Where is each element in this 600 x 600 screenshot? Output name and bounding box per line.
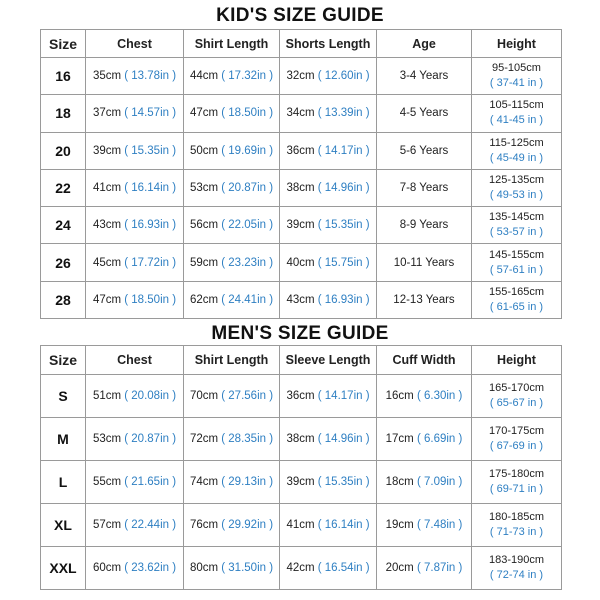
- height-cell: [472, 132, 562, 169]
- cm-value: 47cm: [189, 107, 219, 120]
- chest-cell: [86, 461, 184, 504]
- height-cm: 135-145cm: [488, 211, 545, 224]
- sleeve-length-cell: [280, 375, 377, 418]
- kids-header-size: Size: [41, 30, 86, 58]
- height-inch: ( 57-61 in ): [489, 263, 544, 276]
- shirt-length-cell: [184, 375, 280, 418]
- height-cm: 170-175cm: [488, 425, 545, 437]
- height-cell: [472, 375, 562, 418]
- height-cell: [472, 169, 562, 206]
- size-cell: M: [41, 418, 86, 461]
- cm-value: 20cm: [385, 562, 414, 574]
- inch-value: ( 15.35in ): [317, 219, 370, 232]
- shirt-length-cell: [184, 418, 280, 461]
- chest-cell: [86, 95, 184, 132]
- shirt-length-cell: [184, 132, 280, 169]
- cuff-width-cell: [377, 461, 472, 504]
- inch-value: ( 22.05in ): [221, 219, 274, 232]
- size-cell: S: [41, 375, 86, 418]
- kids-size-table: [40, 29, 562, 319]
- kids-header-row: [41, 30, 562, 58]
- cm-value: 60cm: [92, 562, 122, 574]
- shirt-length-cell: [184, 504, 280, 547]
- chest-cell: [86, 281, 184, 318]
- shirt-length-cell: [184, 58, 280, 95]
- sleeve-length-cell: [280, 418, 377, 461]
- inch-value: ( 24.41in ): [221, 293, 274, 306]
- inch-value: ( 7.48in ): [416, 519, 463, 531]
- inch-value: ( 14.96in ): [317, 181, 370, 194]
- table-row: [41, 547, 562, 590]
- mens-header-row: [41, 346, 562, 375]
- height-cell: [472, 418, 562, 461]
- chest-cell: [86, 375, 184, 418]
- inch-value: ( 21.65in ): [124, 476, 177, 488]
- cm-value: 53cm: [92, 433, 122, 445]
- height-cm: 125-135cm: [488, 173, 545, 186]
- cm-value: 36cm: [286, 390, 315, 402]
- chest-cell: [86, 418, 184, 461]
- mens-header-height: Height: [472, 346, 562, 375]
- shirt-length-cell: [184, 169, 280, 206]
- kids-header-shirt-length: Shirt Length: [184, 30, 280, 58]
- size-cell: 18: [41, 95, 86, 132]
- shorts-length-cell: [280, 169, 377, 206]
- height-cm: 180-185cm: [488, 511, 545, 523]
- cm-value: 16cm: [385, 390, 414, 402]
- height-cm: 165-170cm: [488, 382, 545, 394]
- chest-cell: [86, 132, 184, 169]
- age-cell: 5-6 Years: [377, 132, 472, 169]
- height-cm: 145-155cm: [488, 248, 545, 261]
- height-inch: ( 65-67 in ): [489, 397, 544, 409]
- size-cell: 26: [41, 244, 86, 281]
- size-cell: XXL: [41, 547, 86, 590]
- cm-value: 59cm: [189, 256, 219, 269]
- height-cell: [472, 58, 562, 95]
- size-cell: 24: [41, 207, 86, 244]
- height-inch: ( 61-65 in ): [489, 300, 544, 313]
- table-row: [41, 504, 562, 547]
- shirt-length-cell: [184, 207, 280, 244]
- shorts-length-cell: [280, 132, 377, 169]
- size-cell: 20: [41, 132, 86, 169]
- age-cell: 7-8 Years: [377, 169, 472, 206]
- cm-value: 44cm: [189, 70, 219, 83]
- inch-value: ( 20.87in ): [221, 181, 274, 194]
- age-cell: 3-4 Years: [377, 58, 472, 95]
- height-cell: [472, 244, 562, 281]
- shirt-length-cell: [184, 461, 280, 504]
- cm-value: 43cm: [286, 293, 315, 306]
- kids-header-age: Age: [377, 30, 472, 58]
- height-inch: ( 67-69 in ): [489, 440, 544, 452]
- height-cm: 95-105cm: [492, 62, 541, 75]
- cm-value: 18cm: [385, 476, 414, 488]
- cm-value: 76cm: [189, 519, 219, 531]
- table-row: [41, 281, 562, 318]
- sleeve-length-cell: [280, 461, 377, 504]
- table-row: [41, 132, 562, 169]
- height-cell: [472, 95, 562, 132]
- cm-value: 51cm: [92, 390, 122, 402]
- chest-cell: [86, 58, 184, 95]
- cm-value: 41cm: [286, 519, 315, 531]
- inch-value: ( 14.57in ): [124, 107, 177, 120]
- mens-header-cuff-width: Cuff Width: [377, 346, 472, 375]
- shirt-length-cell: [184, 281, 280, 318]
- inch-value: ( 16.93in ): [317, 293, 370, 306]
- inch-value: ( 13.78in ): [124, 70, 177, 83]
- cuff-width-cell: [377, 375, 472, 418]
- inch-value: ( 6.30in ): [416, 390, 463, 402]
- height-inch: ( 69-71 in ): [489, 483, 544, 495]
- sleeve-length-cell: [280, 504, 377, 547]
- cm-value: 80cm: [189, 562, 219, 574]
- inch-value: ( 7.87in ): [416, 562, 463, 574]
- cm-value: 38cm: [286, 433, 315, 445]
- cm-value: 41cm: [92, 181, 122, 194]
- inch-value: ( 17.32in ): [221, 70, 274, 83]
- kids-header-chest: Chest: [86, 30, 184, 58]
- cm-value: 38cm: [286, 181, 315, 194]
- shirt-length-cell: [184, 547, 280, 590]
- inch-value: ( 17.72in ): [124, 256, 177, 269]
- inch-value: ( 20.08in ): [124, 390, 177, 402]
- mens-size-guide-title: MEN'S SIZE GUIDE: [211, 323, 389, 344]
- cm-value: 45cm: [92, 256, 122, 269]
- size-cell: L: [41, 461, 86, 504]
- inch-value: ( 23.23in ): [221, 256, 274, 269]
- inch-value: ( 14.17in ): [317, 390, 370, 402]
- cm-value: 62cm: [189, 293, 219, 306]
- height-cm: 155-165cm: [488, 285, 545, 298]
- cm-value: 40cm: [286, 256, 315, 269]
- shirt-length-cell: [184, 95, 280, 132]
- table-row: [41, 207, 562, 244]
- height-cell: [472, 504, 562, 547]
- cm-value: 39cm: [286, 476, 315, 488]
- shirt-length-cell: [184, 244, 280, 281]
- inch-value: ( 14.17in ): [317, 144, 370, 157]
- table-row: [41, 169, 562, 206]
- table-row: [41, 244, 562, 281]
- inch-value: ( 15.75in ): [317, 256, 370, 269]
- shorts-length-cell: [280, 244, 377, 281]
- cuff-width-cell: [377, 547, 472, 590]
- cm-value: 57cm: [92, 519, 122, 531]
- cm-value: 19cm: [385, 519, 414, 531]
- size-cell: 28: [41, 281, 86, 318]
- height-inch: ( 37-41 in ): [489, 77, 544, 90]
- sleeve-length-cell: [280, 547, 377, 590]
- inch-value: ( 6.69in ): [416, 433, 463, 445]
- cm-value: 43cm: [92, 219, 122, 232]
- cm-value: 72cm: [189, 433, 219, 445]
- table-row: [41, 375, 562, 418]
- inch-value: ( 16.93in ): [124, 219, 177, 232]
- mens-header-size: Size: [41, 346, 86, 375]
- size-cell: XL: [41, 504, 86, 547]
- height-cell: [472, 461, 562, 504]
- age-cell: 8-9 Years: [377, 207, 472, 244]
- cm-value: 37cm: [92, 107, 122, 120]
- table-row: [41, 461, 562, 504]
- cm-value: 35cm: [92, 70, 122, 83]
- chest-cell: [86, 169, 184, 206]
- inch-value: ( 16.54in ): [317, 562, 370, 574]
- table-row: [41, 418, 562, 461]
- cuff-width-cell: [377, 418, 472, 461]
- cm-value: 32cm: [286, 70, 315, 83]
- height-cm: 115-125cm: [489, 136, 544, 149]
- height-inch: ( 45-49 in ): [489, 151, 544, 164]
- inch-value: ( 27.56in ): [221, 390, 274, 402]
- cm-value: 53cm: [189, 181, 219, 194]
- inch-value: ( 13.39in ): [317, 107, 370, 120]
- cm-value: 47cm: [92, 293, 122, 306]
- inch-value: ( 31.50in ): [221, 562, 274, 574]
- shorts-length-cell: [280, 207, 377, 244]
- mens-header-sleeve-length: Sleeve Length: [280, 346, 377, 375]
- cm-value: 17cm: [385, 433, 414, 445]
- inch-value: ( 20.87in ): [124, 433, 177, 445]
- cm-value: 56cm: [189, 219, 219, 232]
- height-cm: 105-115cm: [489, 99, 544, 112]
- cm-value: 34cm: [286, 107, 315, 120]
- height-inch: ( 71-73 in ): [489, 526, 544, 538]
- kids-header-height: Height: [472, 30, 562, 58]
- inch-value: ( 28.35in ): [221, 433, 274, 445]
- inch-value: ( 29.13in ): [221, 476, 274, 488]
- shorts-length-cell: [280, 58, 377, 95]
- height-inch: ( 41-45 in ): [489, 114, 544, 127]
- cm-value: 55cm: [92, 476, 122, 488]
- inch-value: ( 23.62in ): [124, 562, 177, 574]
- table-row: [41, 58, 562, 95]
- height-cell: [472, 281, 562, 318]
- cm-value: 50cm: [189, 144, 219, 157]
- shorts-length-cell: [280, 95, 377, 132]
- cm-value: 74cm: [189, 476, 219, 488]
- chest-cell: [86, 504, 184, 547]
- height-cell: [472, 547, 562, 590]
- inch-value: ( 15.35in ): [124, 144, 177, 157]
- inch-value: ( 16.14in ): [124, 181, 177, 194]
- inch-value: ( 22.44in ): [124, 519, 177, 531]
- height-cm: 183-190cm: [488, 554, 545, 566]
- table-row: [41, 95, 562, 132]
- inch-value: ( 12.60in ): [317, 70, 370, 83]
- chest-cell: [86, 547, 184, 590]
- age-cell: 12-13 Years: [377, 281, 472, 318]
- inch-value: ( 7.09in ): [416, 476, 463, 488]
- mens-header-chest: Chest: [86, 346, 184, 375]
- height-inch: ( 53-57 in ): [489, 226, 544, 239]
- inch-value: ( 18.50in ): [124, 293, 177, 306]
- cm-value: 42cm: [286, 562, 315, 574]
- cm-value: 36cm: [286, 144, 315, 157]
- chest-cell: [86, 207, 184, 244]
- cm-value: 39cm: [286, 219, 315, 232]
- inch-value: ( 14.96in ): [317, 433, 370, 445]
- age-cell: 10-11 Years: [377, 244, 472, 281]
- inch-value: ( 29.92in ): [221, 519, 274, 531]
- size-cell: 16: [41, 58, 86, 95]
- height-inch: ( 49-53 in ): [489, 188, 544, 201]
- height-inch: ( 72-74 in ): [489, 569, 544, 581]
- size-cell: 22: [41, 169, 86, 206]
- age-cell: 4-5 Years: [377, 95, 472, 132]
- height-cell: [472, 207, 562, 244]
- cuff-width-cell: [377, 504, 472, 547]
- kids-header-shorts-length: Shorts Length: [280, 30, 377, 58]
- inch-value: ( 19.69in ): [221, 144, 274, 157]
- inch-value: ( 15.35in ): [317, 476, 370, 488]
- kids-size-guide-title: KID'S SIZE GUIDE: [216, 5, 384, 26]
- mens-size-table: [40, 345, 562, 590]
- inch-value: ( 18.50in ): [221, 107, 274, 120]
- cm-value: 39cm: [92, 144, 122, 157]
- mens-header-shirt-length: Shirt Length: [184, 346, 280, 375]
- cm-value: 70cm: [189, 390, 219, 402]
- height-cm: 175-180cm: [488, 468, 545, 480]
- shorts-length-cell: [280, 281, 377, 318]
- chest-cell: [86, 244, 184, 281]
- inch-value: ( 16.14in ): [317, 519, 370, 531]
